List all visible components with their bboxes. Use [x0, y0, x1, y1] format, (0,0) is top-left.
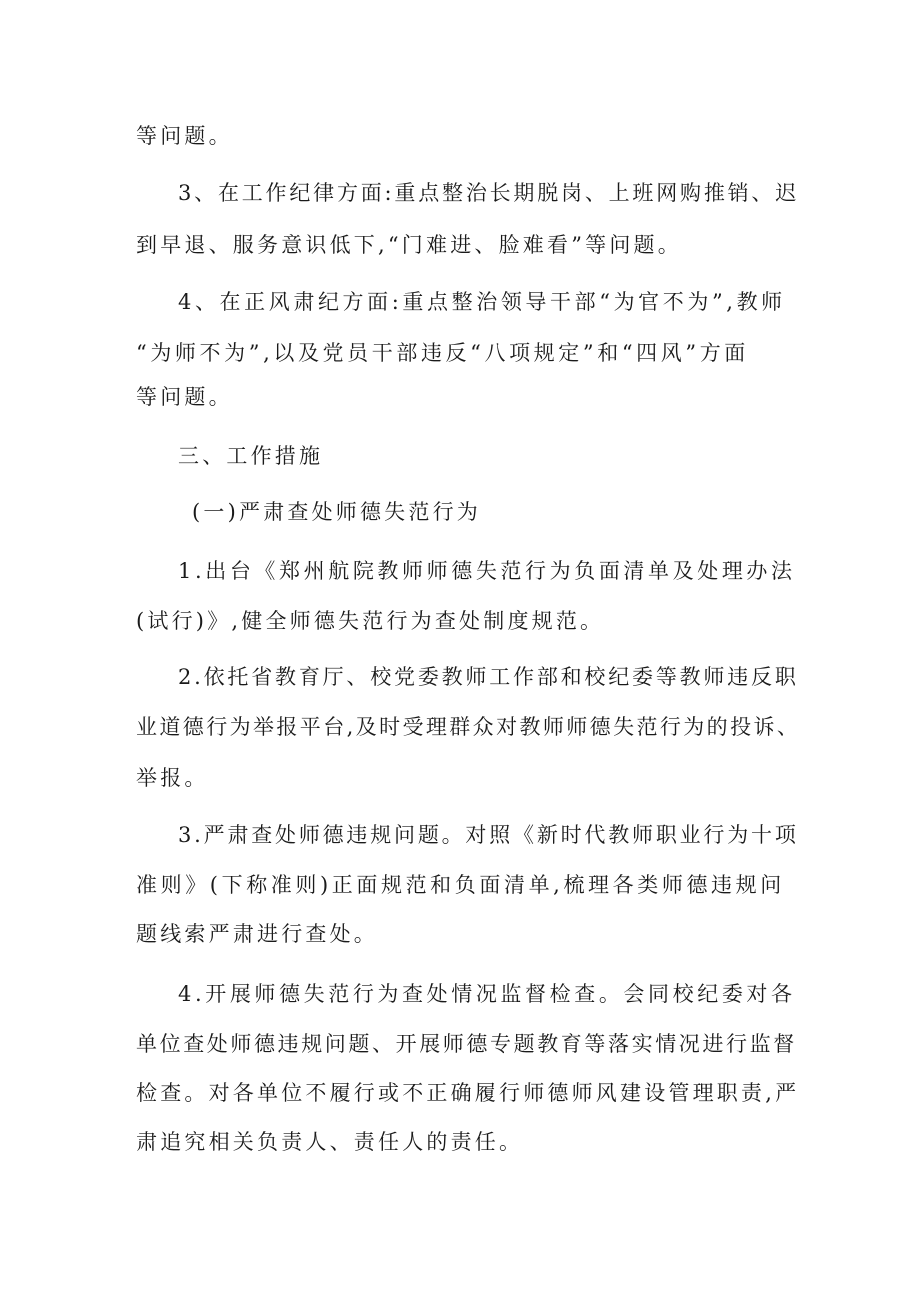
measure-4-line-3: 检查。对各单位不履行或不正确履行师德师风建设管理职责,严: [136, 1081, 800, 1105]
measure-2-line-1: 2.依托省教育厅、校党委教师工作部和校纪委等教师违反职: [178, 665, 799, 689]
item-4-line-1: 4、在正风肃纪方面:重点整治领导干部“为官不为”,教师: [178, 290, 786, 314]
item-3-line-1: 3、在工作纪律方面:重点整治长期脱岗、上班网购推销、迟: [178, 181, 800, 205]
item-4-line-3: 等问题。: [136, 385, 233, 409]
measure-1-line-1: 1.出台《郑州航院教师师德失范行为负面清单及处理办法: [178, 559, 796, 583]
measure-4-line-2: 单位查处师德违规问题、开展师德专题教育等落实情况进行监督: [136, 1032, 797, 1056]
measure-4-line-4: 肃追究相关负责人、责任人的责任。: [136, 1130, 524, 1154]
measure-3-line-2: 准则》(下称准则)正面规范和负面清单,梳理各类师德违规问: [136, 873, 785, 897]
section-heading-3: 三、工作措施: [178, 444, 324, 468]
subsection-heading-1: (一)严肃查处师德失范行为: [192, 500, 481, 524]
measure-1-line-2: (试行)》,健全师德失范行为查处制度规范。: [136, 609, 605, 633]
measure-4-line-1: 4.开展师德失范行为查处情况监督检查。会同校纪委对各: [178, 982, 796, 1006]
measure-3-line-1: 3.严肃查处师德违规问题。对照《新时代教师职业行为十项: [178, 823, 799, 847]
measure-3-line-3: 题线索严肃进行查处。: [136, 922, 378, 946]
item-4-line-2: “为师不为”,以及党员干部违反“八项规定”和“四风”方面: [136, 341, 749, 365]
measure-2-line-3: 举报。: [136, 766, 209, 790]
measure-2-line-2: 业道德行为举报平台,及时受理群众对教师师德失范行为的投诉、: [136, 715, 801, 739]
item-3-line-2: 到早退、服务意识低下,“门难进、脸难看”等问题。: [136, 233, 682, 257]
paragraph-continuation-line: 等问题。: [136, 124, 233, 148]
